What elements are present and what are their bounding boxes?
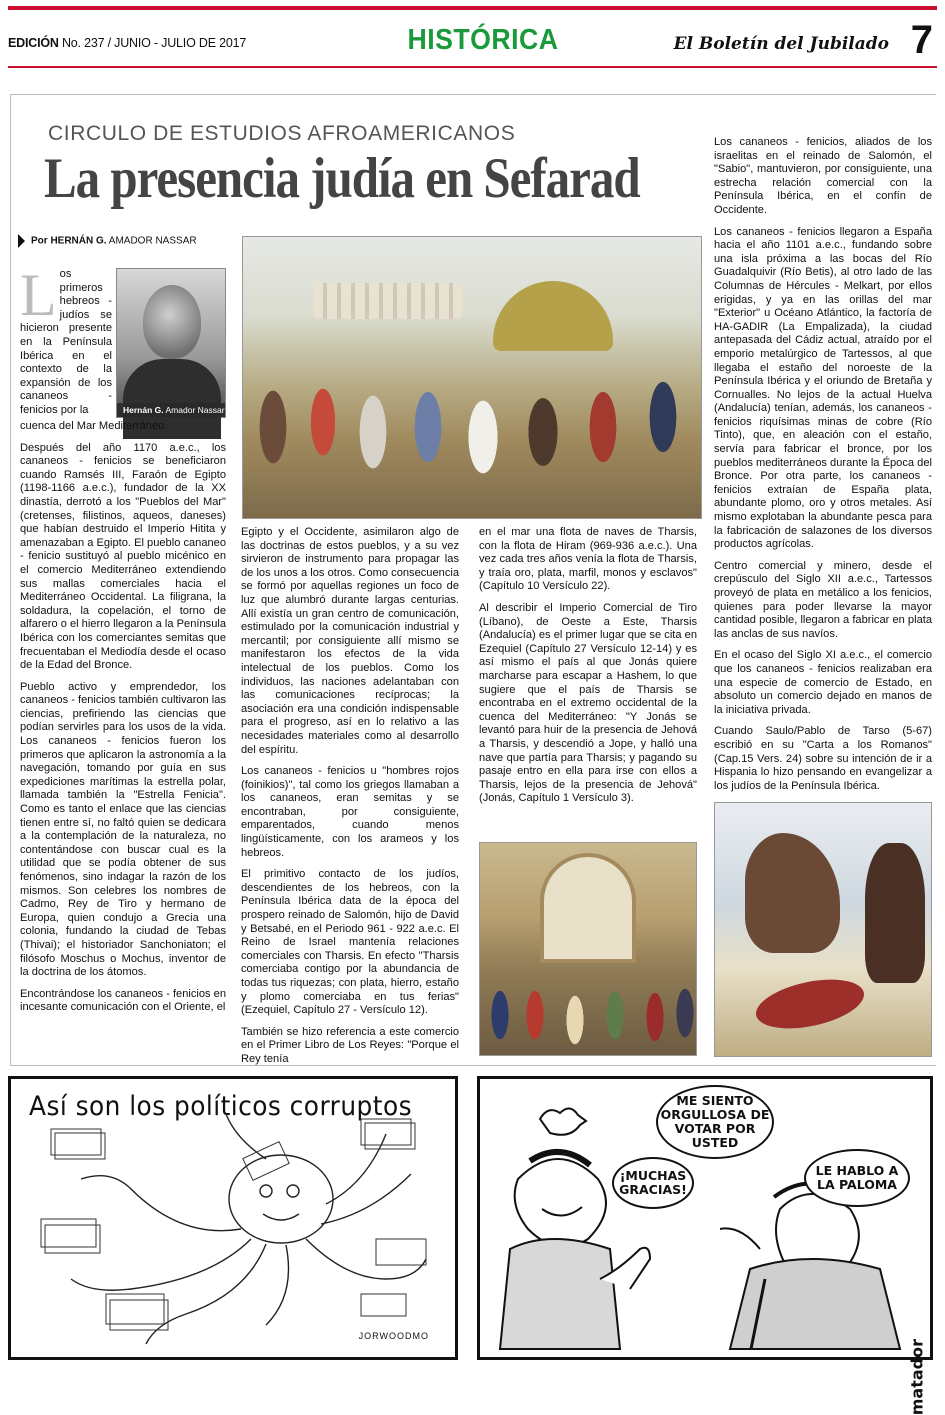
paragraph: Egipto y el Occidente, asimilaron algo de las doctrinas de estos pueblos, y a su vez sirvieron de instrumento para propagar las de los unos a los otros. Como consecuencia se formó por aquellas regiones un foco de luz que alumbró durante largas centurias. Allí existía un gran centro de comunicación, estimulado por la comunicación industrial y mercantil; por consiguiente allí mismo se manifestaron los efectos de la vida intelectual de los pueblos. Como los individuos, las naciones adelantaban con las comunicaciones recíprocas; la asociación era una condición indispensable para el progreso, así en lo relativo a las necesidades materiales como al desarrollo del espíritu.	[241, 526, 459, 756]
paragraph: Pueblo activo y emprendedor, los cananeos - fenicios también cultivaron las ciencias, prefiriendo las ciencias que podían servirles para los usos de la vida. Los cananeos - fenicios fueron los primeros que aplicaron la astronomía a la navegación, tomando por guía en sus expediciones marítimas la estrella polar, llamada también la "Estrella Fenicia". Como es tanto el enlace que las ciencias tienen entre sí, no faltó quien se dedicara a la contemplación de la naturaleza, no contentándose con buscar cual es la utilidad que se podía obtener de sus fenómenos, sino indagar la razón de los mismos. Son celebres los nombres de Cadmo, Rey de Tiro y hermano de Europa, quien condujo a Grecia una colonia, fundando la ciudad de Tebas (Thivai); el historiador Sanchoniaton; el filósofo Moschus o Mochus, inventor de la doctrina de los átomos.	[20, 680, 226, 979]
speech-bubble-dove: LE HABLO A LA PALOMA	[804, 1149, 910, 1207]
header-rule	[8, 66, 937, 68]
cartoon-title: Así son los políticos corruptos	[29, 1091, 413, 1122]
drop-cap: L	[20, 262, 57, 328]
migration-painting	[242, 236, 702, 519]
speech-bubble-voter: ME SIENTO ORGULLOSA DE VOTAR POR USTED	[656, 1085, 774, 1159]
paragraph: Los cananeos - fenicios u "hombres rojos (foinikios)", tal como los griegos llamaban a los cananeos, eran semitas y se encontraban, por consiguiente, emparentados, cuando menos lingüísticamente, con los arameos y los hebreos.	[241, 765, 459, 859]
author-portrait	[116, 268, 226, 418]
paragraph: Encontrándose los cananeos - fenicios en incesante comunicación con el Oriente, el	[20, 987, 226, 1014]
newspaper-name: El Boletín del Jubilado	[673, 34, 889, 54]
article-headline: La presencia judía en Sefarad	[44, 147, 640, 210]
edition-info: EDICIÓN No. 237 / JUNIO - JULIO DE 2017	[8, 36, 247, 50]
paragraph: En el ocaso del Siglo XI a.e.c., el comercio que los cananeos - fenicios realizaban era una especie de comercio de Estado, en absoluto un comercio dejado en manos de la iniciativa privada.	[714, 649, 932, 716]
paragraph: en el mar una flota de naves de Tharsis, con la flota de Hiram (969-936 a.e.c.). Una vez cada tres años venía la flota de Tharsis, y traía oro, plata, marfil, monos y esclavos" (Capítulo 10 Versículo 22).	[479, 526, 697, 593]
column-2	[241, 526, 459, 1075]
section-title: HISTÓRICA	[407, 24, 559, 56]
top-accent-rule	[8, 6, 937, 10]
paragraph: Al describir el Imperio Comercial de Tiro (Líbano), de Oeste a Este, Tharsis (Andalucía) es el primer lugar que se cita en Ezequiel (Capítulo 27 Versículo 12-14) y es así mismo el país al que Jonás quiere marcharse para escapar a Hashem, lo que sugiere que el país de Tharsis se encontraba en el extremo occidental de la cuenca del Mediterráneo: "Y Jonás se levantó para huir de la presencia de Jehová a Tharsis, y descendió a Jope, y halló una nave que partía para Tharsis; y pagando su pasaje entro en ella para irse con ellos a Tharsis, lejos de la presencia de Jehová" (Jonás, Capítulo 1 Versículo 3).	[479, 601, 697, 805]
byline-triangle-icon	[18, 234, 25, 248]
page-header	[8, 14, 937, 66]
paragraph: También se hizo referencia a este comercio en el Primer Libro de Los Reyes: "Porque el Rey tenía	[241, 1025, 459, 1065]
cartoon-signature: matador	[907, 1339, 926, 1415]
portrait-caption: Hernán G. Amador Nassar	[117, 403, 225, 417]
temple-painting	[479, 842, 697, 1056]
cartoon-corrupt-politicians	[8, 1076, 458, 1360]
paragraph: El primitivo contacto de los judíos, descendientes de los hebreos, con la Península Ibérica data de la época del prospero reinado de Salomón, hijo de David y Betsabé, en el Periodo 961 - 922 a.e.c. El Reino de Israel mantenía relaciones comerciales con Tharsis. En efecto "Tharsis comerciaba contigo por la abundancia de todas tus riquezas; con plata, hierro, estaño y plomo comerciaba en tus ferias" (Ezequiel, Capítulo 27 - Versículo 12).	[241, 868, 459, 1017]
octopus-drawing	[11, 1079, 455, 1357]
cartoon-voter-dove	[477, 1076, 933, 1415]
paragraph: Cuando Saulo/Pablo de Tarso (5-67) escribió en su "Carta a los Romanos" (Cap.15 Vers. 24) sobre su intención de ir a Hispania lo hizo pensando en evangelizar a los judíos de la Península Ibérica.	[714, 725, 932, 792]
page-number: 7	[910, 18, 933, 62]
paragraph: Después del año 1170 a.e.c., los cananeos - fenicios se beneficiaron cuando Ramsés III, Faraón de Egipto (1198-1166 a.e.c.), fundador de la XX dinastía, derrotó a los "Pueblos del Mar" (cretenses, filistinos, aqueos, daneses) que habían destruido el Imperio Hitita y amenazaban a Egipto. El pueblo cananeo - fenicio sustituyó al pueblo micénico en el comercio Mediterráneo extendiendo sus mallas comerciales hacia el Mediterráneo Occidental. La filigrana, la soldadura, la copelación, el torno de alfarero o el hierro llegaron a la Península Ibérica con los comerciantes semitas que frecuentaban el Mediodía desde el ocaso de la Edad del Bronce.	[20, 441, 227, 672]
saul-conversion-painting	[714, 802, 932, 1057]
lead-tail: cuenca del Mar Mediterráneo.	[20, 420, 168, 432]
paragraph: Los cananeos - fenicios llegaron a España hacia el año 1101 a.e.c., fundando sobre una isla próxima a las bocas del Río Guadalquivir (Río Betis), al otro lado de las Columnas de Hércules - Melkart, por ellos erigidas, y ya en las orillas del mar "Exterior" u Océano Atlántico, la factoría de HA-GADIR (La Empalizada), la ciudad antepasada del Cádiz actual, atraído por el emporio metalúrgico de Tartessos, al que llegaba el estaño del noroeste de la Península Ibérica y el oriundo de Bretaña y Cornualles. No lejos de la actual Huelva (Andalucía) tenían, además, los cananeos - fenicios riquísimas minas de cobre (Río Tinto), que, en aleación con el estaño, servía para fabricar el bronce, por los pueblos mediterráneos durante la Época del Bronce. Por otra parte, los cananeos - fenicios extraían de España plata, abundante plomo, oro y otros metales. Así mismo explotaban la abundante pesca para la fabricación de salazones de los diversos productos agrícolas.	[714, 225, 932, 551]
column-4	[714, 136, 932, 801]
article-lead: Los primeros hebreos - judíos se hicieron presente en la Península Ibérica en el contexto de la expansión de los cananeos - fenicios por la	[20, 262, 112, 416]
paragraph: Los cananeos - fenicios, aliados de los israelitas en el reinado de Salomón, el "Sabio", mantuvieron, por consiguiente, una estrecha relación comercial con la Península Ibérica, en el confín de Occidente.	[714, 136, 932, 216]
column-1	[20, 420, 226, 1023]
paragraph: Centro comercial y minero, desde el crepúsculo del Siglo XII a.e.c., Tartessos proveyó de plata en metálico a los fenicios, quienes para poder llevarse la mayor cantidad posible, llegaron a fabricar en plata las anclas de sus navíos.	[714, 559, 932, 640]
cartoon-signature: JORWOODMO	[358, 1331, 429, 1341]
column-3	[479, 526, 697, 814]
byline: Por HERNÁN G. AMADOR NASSAR	[18, 234, 197, 248]
article-kicker: CIRCULO DE ESTUDIOS AFROAMERICANOS	[48, 122, 516, 145]
speech-bubble-politician: ¡MUCHAS GRACIAS!	[612, 1157, 694, 1209]
